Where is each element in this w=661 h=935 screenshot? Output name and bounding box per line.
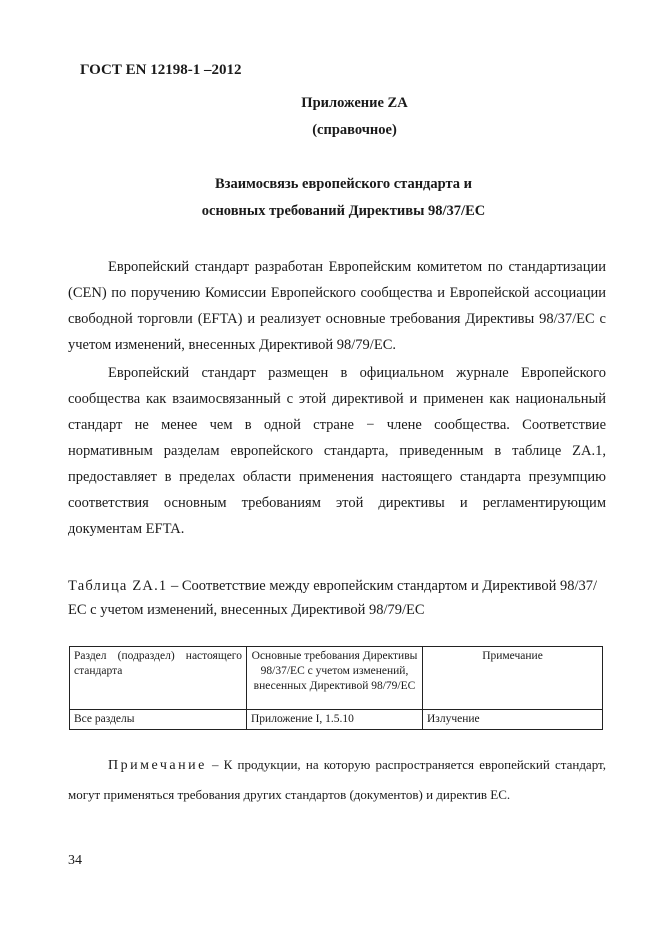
body-paragraph-1: Европейский стандарт разработан Европейским комитетом по стандартизации (CEN) по поручению Комиссии Европейского сообщества и Европейской ассоциации свободной торговли (EFTA) и реализует основные требования Директивы 98/37/ЕС с учетом изменений, внесенных Директивой 98/79/ЕС. bbox=[68, 259, 606, 353]
page-number: 34 bbox=[68, 853, 82, 868]
section-heading-line-2: основных требований Директивы 98/37/ЕС bbox=[201, 203, 486, 219]
table-header-cell-note: Примечание bbox=[423, 647, 603, 710]
note-text: – К продукции, на которую распространяется европейский стандарт, могут применяться требования других стандартов (документов) и директив ЕС. bbox=[68, 757, 606, 802]
table-caption-prefix: Таблица ZA.1 bbox=[68, 578, 168, 594]
table-cell: Все разделы bbox=[70, 710, 247, 730]
body-paragraph-2: Европейский стандарт размещен в официальном журнале Европейского сообщества как взаимосвязанный с этой директивой и применен как национальный стандарт не менее чем в одной стране − члене сообщества. Соответствие нормативным разделам европейского стандарта, приведенным в таблице ZA.1, предоставляет в пределах области применения настоящего стандарта презумпцию соответствия основным требованиям этой директивы и регламентирующим документам EFTA. bbox=[68, 365, 606, 537]
document-code: ГОСТ EN 12198-1 –2012 bbox=[80, 62, 242, 78]
table-header-cell-requirements: Основные требования Директивы 98/37/ЕС с учетом изменений, внесенных Директивой 98/79/ЕС bbox=[247, 647, 423, 710]
table-header-row bbox=[70, 647, 603, 710]
table-header-cell-section: Раздел (подраздел) настоящего стандарта bbox=[70, 647, 247, 710]
correspondence-table bbox=[69, 646, 603, 730]
table-cell: Излучение bbox=[423, 710, 603, 730]
section-heading-line-1: Взаимосвязь европейского стандарта и bbox=[214, 176, 473, 192]
table-caption-text: – Соответствие между европейским стандартом и Директивой 98/37/ЕС с учетом изменений, внесенных Директивой 98/79/ЕС bbox=[68, 578, 598, 618]
appendix-subtitle: (справочное) bbox=[312, 122, 397, 138]
correspondence-table-wrapper bbox=[69, 646, 603, 730]
table-row bbox=[70, 710, 603, 730]
table-cell: Приложение I, 1.5.10 bbox=[247, 710, 423, 730]
note-label: Примечание bbox=[108, 758, 207, 773]
appendix-title: Приложение ZA bbox=[301, 95, 408, 111]
table-caption bbox=[68, 574, 608, 622]
note-paragraph bbox=[68, 750, 606, 809]
